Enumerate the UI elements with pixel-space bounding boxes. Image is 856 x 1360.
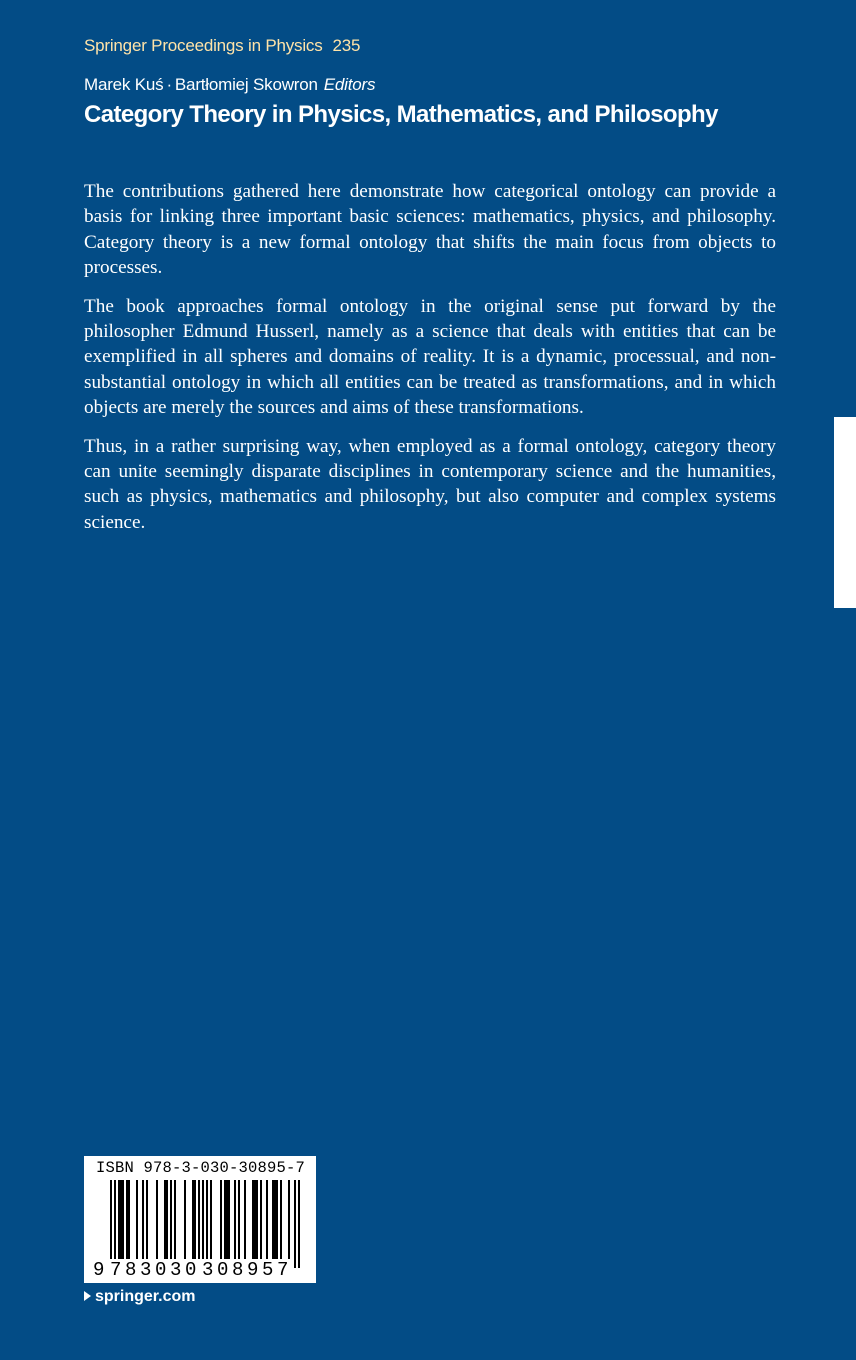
editor-name-2: Bartłomiej Skowron — [174, 75, 318, 94]
barcode-bar — [142, 1180, 144, 1259]
barcode-bar — [206, 1180, 208, 1268]
barcode-bar — [266, 1180, 268, 1259]
arrow-right-icon — [84, 1291, 91, 1301]
barcode-bar — [272, 1180, 278, 1259]
blurb — [84, 179, 776, 548]
barcode-bar — [136, 1180, 138, 1259]
barcode-bar — [126, 1180, 130, 1259]
barcode-bar — [174, 1180, 176, 1259]
barcode-bar — [238, 1180, 240, 1259]
barcode-bar — [110, 1180, 112, 1268]
barcode-bar — [164, 1180, 168, 1259]
barcode-bar — [224, 1180, 230, 1259]
barcode-bar — [288, 1180, 290, 1259]
barcode-bar — [146, 1180, 148, 1259]
website-url: springer.com — [95, 1288, 196, 1305]
barcode-bar — [220, 1180, 222, 1259]
barcode-bar — [280, 1180, 282, 1259]
blurb-paragraph-2: The book approaches formal ontology in the original sense put forward by the philosopher Edmund Husserl, namely as a science that deals with entities that can be exemplified in all spheres and domains of reality. It is a dynamic, processual, and non-substantial ontology in which all entities can be treated as transformations, and in which objects are merely the sources and aims of these transformations. — [84, 295, 776, 419]
editors-line — [84, 75, 375, 95]
blurb-paragraph-3: Thus, in a rather surprising way, when employed as a formal ontology, category theory can unite seemingly disparate disciplines in contemporary science and the humanities, such as physics, mathematics and philosophy, but also computer and complex systems science. — [84, 435, 776, 533]
series-number: 235 — [332, 36, 361, 55]
ean-digits — [84, 1259, 316, 1281]
barcode-bar — [202, 1180, 204, 1268]
barcode-bar — [198, 1180, 200, 1259]
barcode-bar — [170, 1180, 172, 1259]
barcode-bar — [294, 1180, 296, 1268]
series-name: Springer Proceedings in Physics — [84, 36, 323, 55]
series-line — [84, 36, 360, 56]
barcode-bar — [298, 1180, 300, 1268]
barcode-bar — [118, 1180, 124, 1259]
isbn-label: ISBN 978-3-030-30895-7 — [96, 1159, 306, 1177]
ean-left-digits: 783030 — [110, 1259, 201, 1281]
spine-edge-tab — [834, 417, 856, 608]
barcode-bar — [184, 1180, 186, 1259]
ean-right-digits: 308957 — [202, 1259, 293, 1281]
editors-role: Editors — [323, 75, 376, 94]
barcode-bar — [192, 1180, 196, 1259]
barcode-bar — [210, 1180, 212, 1259]
barcode-bar — [156, 1180, 158, 1259]
ean-first-digit: 9 — [93, 1259, 105, 1281]
barcode-bar — [260, 1180, 262, 1259]
barcode-bar — [252, 1180, 258, 1259]
barcode-bar — [114, 1180, 116, 1268]
barcode-bar — [244, 1180, 246, 1259]
blurb-paragraph-1: The contributions gathered here demonstrate how categorical ontology can provide a basis for linking three important basic sciences: mathematics, physics, and philosophy. Category theory is a new formal ontology that shifts the main focus from objects to processes. — [84, 181, 776, 279]
isbn-barcode — [84, 1156, 316, 1283]
book-title: Category Theory in Physics, Mathematics, and Philosophy — [84, 101, 718, 128]
website-link[interactable] — [84, 1288, 195, 1306]
barcode-bar — [234, 1180, 236, 1259]
editor-separator: · — [166, 75, 172, 94]
editor-name-1: Marek Kuś — [84, 75, 164, 94]
